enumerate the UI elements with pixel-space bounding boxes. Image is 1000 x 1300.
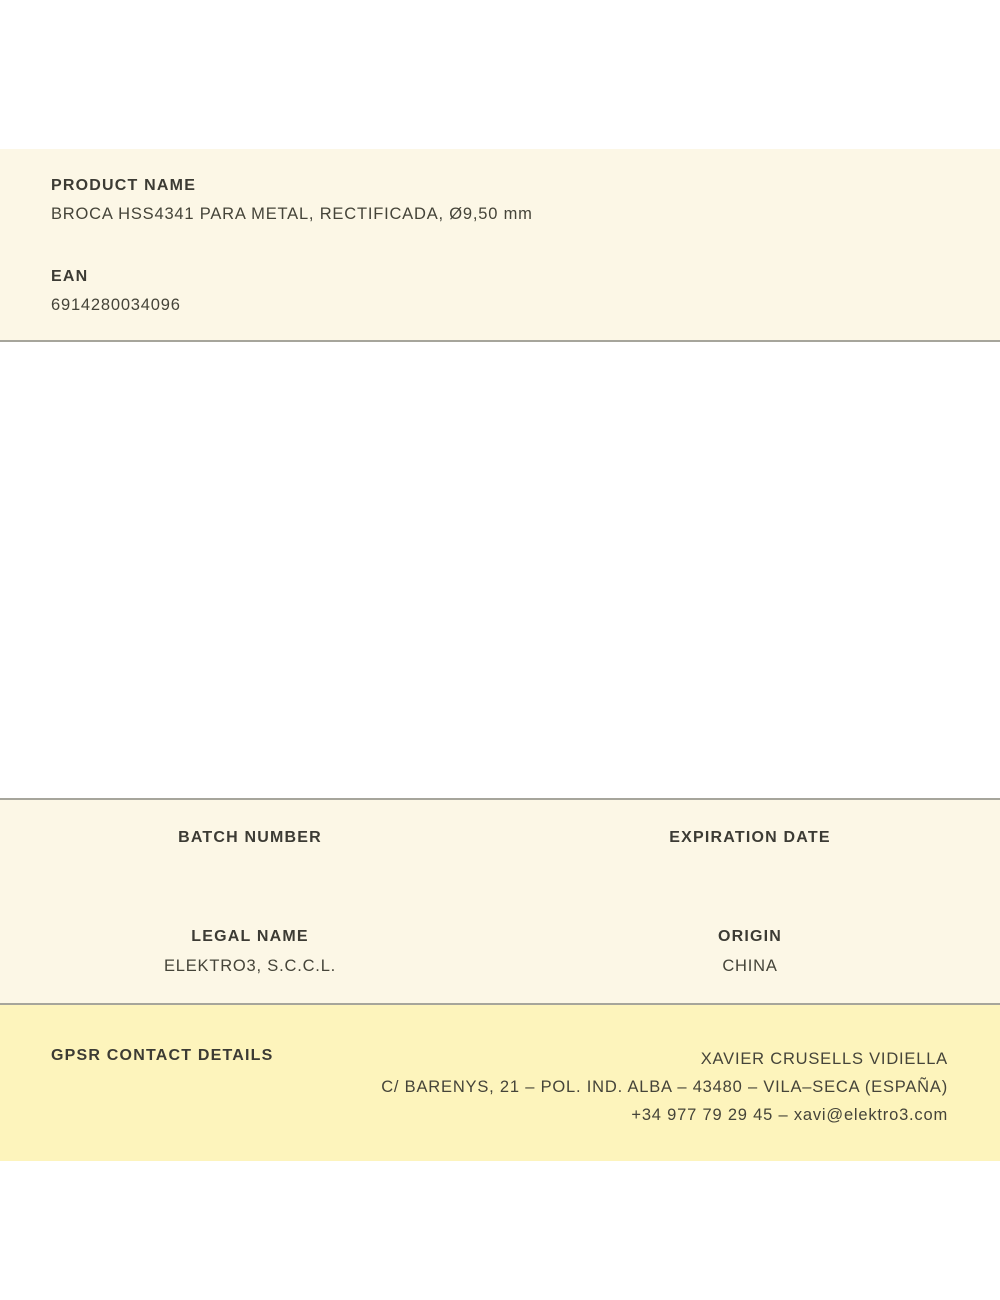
origin-cell xyxy=(500,927,1000,977)
gpsr-contact-lines xyxy=(314,1045,948,1129)
contact-address: C/ BARENYS, 21 – POL. IND. ALBA – 43480 – VILA–SECA (ESPAÑA) xyxy=(381,1078,948,1096)
details-row-spacer xyxy=(0,858,1000,927)
middle-whitespace xyxy=(0,342,1000,798)
gpsr-contact-title: GPSR CONTACT DETAILS xyxy=(51,1047,274,1064)
ean-label: EAN xyxy=(51,268,89,285)
origin-label: ORIGIN xyxy=(717,928,783,945)
expiration-date-cell xyxy=(500,828,1000,858)
details-section xyxy=(0,798,1000,1005)
batch-number-label: BATCH NUMBER xyxy=(178,829,322,846)
legal-name-cell xyxy=(0,927,500,977)
origin-value: CHINA xyxy=(722,957,778,975)
ean-value: 6914280034096 xyxy=(51,296,181,314)
legal-name-value: ELEKTRO3, S.C.C.L. xyxy=(163,957,337,975)
top-whitespace xyxy=(0,0,1000,149)
product-name-value: BROCA HSS4341 PARA METAL, RECTIFICADA, Ø9,50 mm xyxy=(51,205,533,223)
gpsr-contact-section xyxy=(0,1005,1000,1161)
batch-number-cell xyxy=(0,828,500,858)
product-name-label: PRODUCT NAME xyxy=(51,177,197,194)
contact-person-name: XAVIER CRUSELLS VIDIELLA xyxy=(700,1050,948,1068)
details-grid-row-2 xyxy=(0,927,1000,977)
legal-name-label: LEGAL NAME xyxy=(191,928,309,945)
product-info-section xyxy=(0,149,1000,342)
expiration-date-label: EXPIRATION DATE xyxy=(669,829,831,846)
details-grid-row-1 xyxy=(0,828,1000,858)
expiration-date-value xyxy=(520,857,980,858)
contact-phone-email: +34 977 79 29 45 – xavi@elektro3.com xyxy=(631,1106,948,1124)
batch-number-value xyxy=(20,857,480,858)
